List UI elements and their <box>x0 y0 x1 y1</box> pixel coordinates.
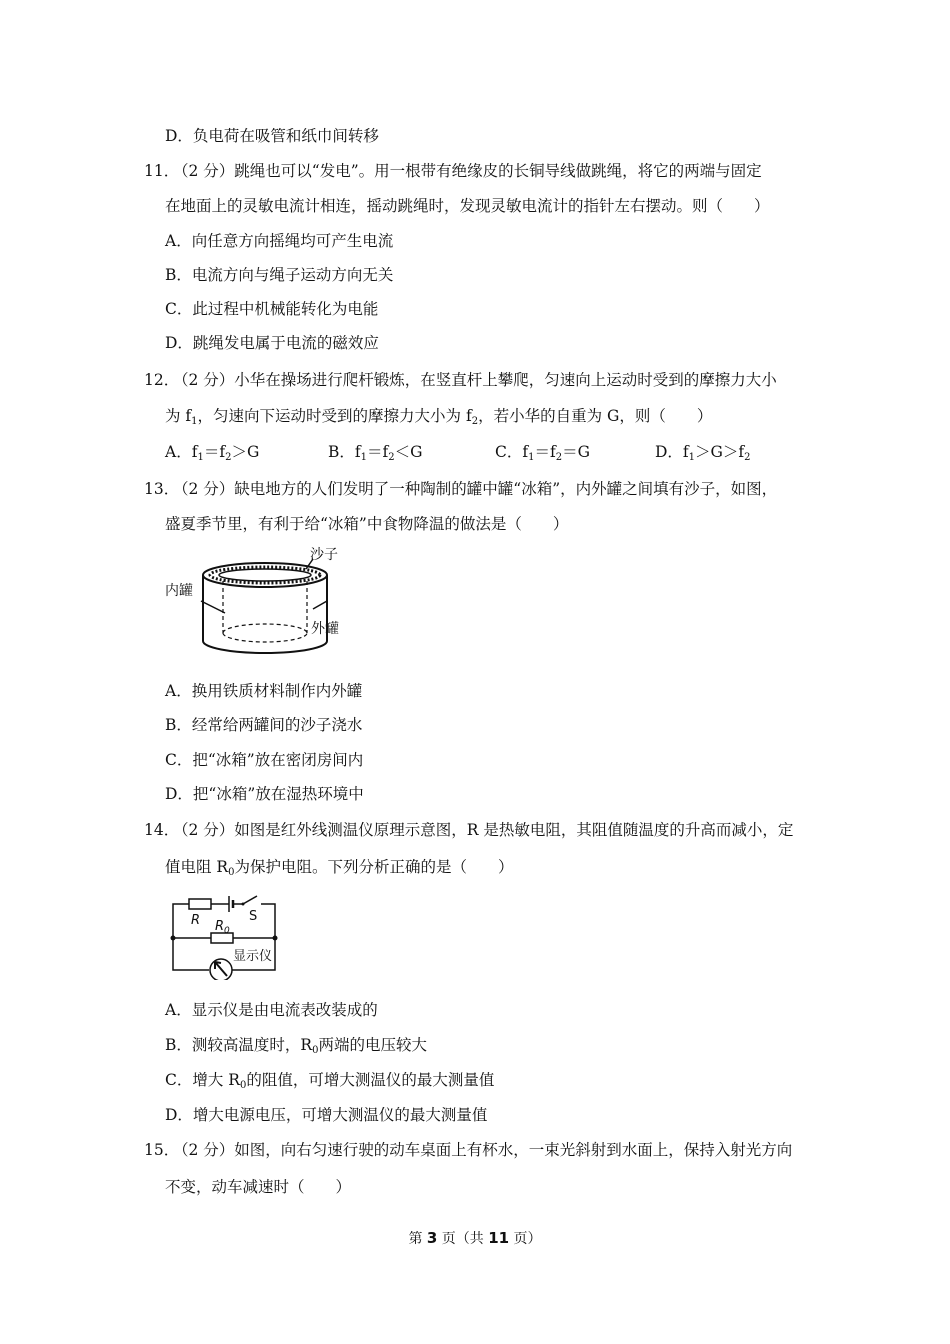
label-r0: $R_0$ <box>215 919 230 936</box>
outer-pot-base <box>203 641 327 653</box>
q13-option-d: D．把“冰箱”放在湿热环境中 <box>165 785 364 803</box>
label-inner-pot: 内罐 <box>165 583 193 599</box>
q14-option-a: A．显示仪是由电流表改装成的 <box>165 1001 378 1019</box>
q13-option-b: B．经常给两罐间的沙子浇水 <box>165 716 363 734</box>
q14-option-c: C．增大 $R_0$的阻值，可增大测温仪的最大测量值 <box>165 1071 495 1091</box>
q14-stem-line2: 值电阻 $R_0$为保护电阻。下列分析正确的是（ ） <box>165 858 514 878</box>
inner-pot-leader-line <box>201 601 225 613</box>
q11-number: 11． <box>144 162 180 180</box>
wire-bottom-left <box>173 938 209 970</box>
outer-pot-leader-line <box>313 601 327 609</box>
q12-stem-line2: 为 $f_1$，匀速向下运动时受到的摩擦力大小为 $f_2$，若小华的自重为 G，则（ ） <box>165 407 713 427</box>
q13-option-c: C．把“冰箱”放在密闭房间内 <box>165 751 364 769</box>
q11-stem-line2: 在地面上的灵敏电流计相连，摇动跳绳时，发现灵敏电流计的指针左右摆动。则（ ） <box>165 197 770 215</box>
q14-figure-circuit <box>165 890 285 980</box>
wire-top-right <box>261 904 275 938</box>
q14-stem-line1: （2 分）如图是红外线测温仪原理示意图，R 是热敏电阻，其阻值随温度的升高而减小，定 <box>173 821 794 839</box>
label-outer-pot: 外罐 <box>311 621 339 637</box>
q13-figure-clay-pot-fridge <box>163 545 348 665</box>
inner-pot-base <box>223 633 307 642</box>
q12-option-c: C．$f_1=f_2=G$ <box>495 443 590 463</box>
label-r: R <box>191 913 201 928</box>
label-s: S <box>249 909 258 924</box>
q13-option-a: A．换用铁质材料制作内外罐 <box>165 682 363 700</box>
label-display: 显示仪 <box>233 949 273 964</box>
q14-number: 14． <box>144 821 180 839</box>
q12-option-b: B．$f_1=f_2<G$ <box>328 443 423 463</box>
switch-s <box>243 896 257 904</box>
inner-pot-rim <box>219 569 311 581</box>
q15-stem-line2: 不变，动车减速时（ ） <box>165 1178 352 1196</box>
q13-stem-line2: 盛夏季节里，有利于给“冰箱”中食物降温的做法是（ ） <box>165 515 569 533</box>
q11-stem-line1: （2 分）跳绳也可以“发电”。用一根带有绝缘皮的长铜导线做跳绳，将它的两端与固定 <box>173 162 762 180</box>
page-number: 3 <box>426 1229 438 1247</box>
q15-stem-line1: （2 分）如图，向右匀速行驶的动车桌面上有杯水，一束光斜射到水面上，保持入射光方向 <box>173 1141 793 1159</box>
q14-option-b: B．测较高温度时，$R_0$两端的电压较大 <box>165 1036 427 1056</box>
q13-stem-line1: （2 分）缺电地方的人们发明了一种陶制的罐中罐“冰箱”，内外罐之间填有沙子，如图， <box>173 480 778 498</box>
switch-pivot <box>242 903 245 906</box>
q11-option-a: A．向任意方向摇绳均可产生电流 <box>165 232 394 250</box>
page-total: 11 <box>488 1229 510 1247</box>
inner-pot-base-back <box>223 624 307 633</box>
q12-option-a: A．$f_1=f_2>G$ <box>165 443 260 463</box>
q13-number: 13． <box>144 480 180 498</box>
page-footer: 第 3 页（共 11 页） <box>408 1229 542 1247</box>
q11-option-b: B．电流方向与绳子运动方向无关 <box>165 266 394 284</box>
q15-number: 15． <box>144 1141 180 1159</box>
resistor-r <box>189 899 211 909</box>
label-sand: 沙子 <box>310 547 338 563</box>
q10-option-d: D．负电荷在吸管和纸巾间转移 <box>165 127 379 145</box>
q12-number: 12． <box>144 371 180 389</box>
q12-option-d: D．$f_1>G>f_2$ <box>655 443 751 463</box>
q12-stem-line1: （2 分）小华在操场进行爬杆锻炼，在竖直杆上攀爬，匀速向上运动时受到的摩擦力大小 <box>173 371 777 389</box>
wire-top-left <box>173 904 189 938</box>
q14-option-d: D．增大电源电压，可增大测温仪的最大测量值 <box>165 1106 488 1124</box>
q11-option-d: D．跳绳发电属于电流的磁效应 <box>165 334 379 352</box>
q11-option-c: C．此过程中机械能转化为电能 <box>165 300 379 318</box>
